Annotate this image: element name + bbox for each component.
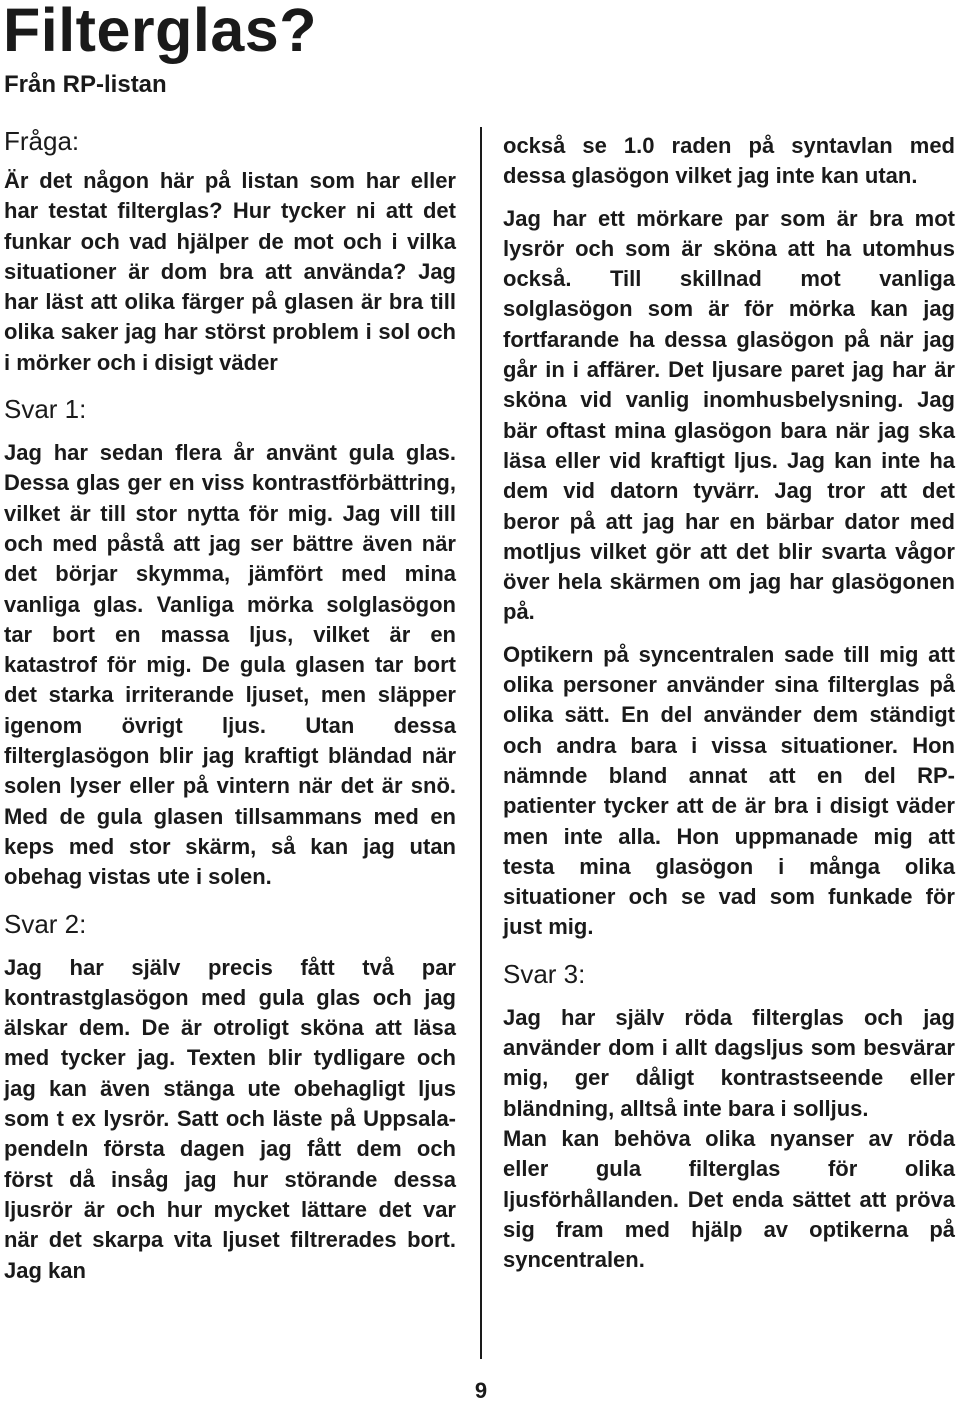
answer2-paragraph-3: Optikern på syncentralen sade till mig att olika personer använder sina filterglas på olika sätt. En del använder dem ständigt och andra bara i vissa situationer. Hon nämnde bland annat att en del RP-patienter tycker att de är bra i disigt väder men inte alla. Hon uppmanade mig att testa mina glasögon i många olika situationer och se vad som funkade för just mig. [503, 641, 955, 940]
left-column [4, 124, 456, 1286]
question-text: Är det någon här på listan som har eller har testat filterglas? Hur tycker ni att det funkar och vad hjälper de mot och i vilka situationer är dom bra att använda? Jag har läst att olika färger på glasen är bra till olika saker jag har störst problem i sol och i mörker och i disigt väder [4, 168, 456, 375]
answer2-text-continued: också se 1.0 raden på syntavlan med dessa glasögon vilket jag inte kan utan. [503, 133, 955, 189]
question-heading: Fråga: [4, 126, 80, 156]
article-title: Filterglas? [3, 0, 317, 64]
answer1-heading: Svar 1: [4, 394, 87, 425]
page-number: 9 [474, 1378, 488, 1403]
answer3-heading: Svar 3: [503, 958, 586, 989]
article-source: Från RP-listan [4, 71, 167, 98]
answer2-heading: Svar 2: [4, 908, 87, 939]
answer3-text: Jag har själv röda filterglas och jag använder dom i allt dagsljus som besvärar mig, ger dåligt kontrastseende eller bländning, alltså inte bara i solljus. [503, 1004, 955, 1121]
answer2-paragraph-2: Jag har ett mörkare par som är bra mot lysrör och som är sköna att ha utomhus också. Till skillnad mot vanliga solglasögon som är för mörka kan jag fortfarande ha dessa glasögon på när jag går in i affärer. Det ljusare paret jag har är sköna vid vanlig inomhusbelysning. Jag bär oftast mina glasögon bara när jag ska läsa eller vid kraftigt ljus. Jag kan inte ha dem vid datorn tyvärr. Jag tror att det beror på att jag har en bärbar dator med motljus vilket gör att det blir svarta vågor över hela skärmen om jag har glasögonen på. [503, 205, 955, 625]
column-divider [480, 127, 482, 1359]
answer2-text-left: Jag har själv precis fått två par kontrastglasögon med gula glas och jag älskar dem. De är otroligt sköna att läsa med tycker jag. Texten blir tydligare och jag kan även stänga ute obehagligt ljus som t ex lysrör. Satt och läste på Uppsala-pendeln första dagen jag fått dem och först då insåg jag hur störande dessa ljusrör är och hur mycket lättare det var när det skarpa vita ljuset filtrerades bort. Jag kan [4, 954, 456, 1283]
right-column [503, 131, 955, 1275]
answer1-text: Jag har sedan flera år använt gula glas. Dessa glas ger en viss kontrastförbättring, vilket är till stor nytta för mig. Jag vill till och med påstå att jag ser bättre även när det börjar skymma, jämfört med mina vanliga glas. Vanliga mörka solglasögon tar bort en massa ljus, vilket är en katastrof för mig. De gula glasen tar bort det starka irriterande ljuset, men släpper igenom övrigt ljus. Utan dessa filterglasögon blir jag kraftigt bländad när solen lyser eller på vintern när det är snö. Med de gula glasen tillsammans med en keps med stor skärm, så kan jag utan obehag vistas ute i solen. [4, 440, 456, 890]
answer3-paragraph-2: Man kan behöva olika nyanser av röda eller gula filterglas för olika ljusförhållanden. Det enda sättet att pröva sig fram med hjälp av optikerna på syncentralen. [503, 1125, 955, 1273]
